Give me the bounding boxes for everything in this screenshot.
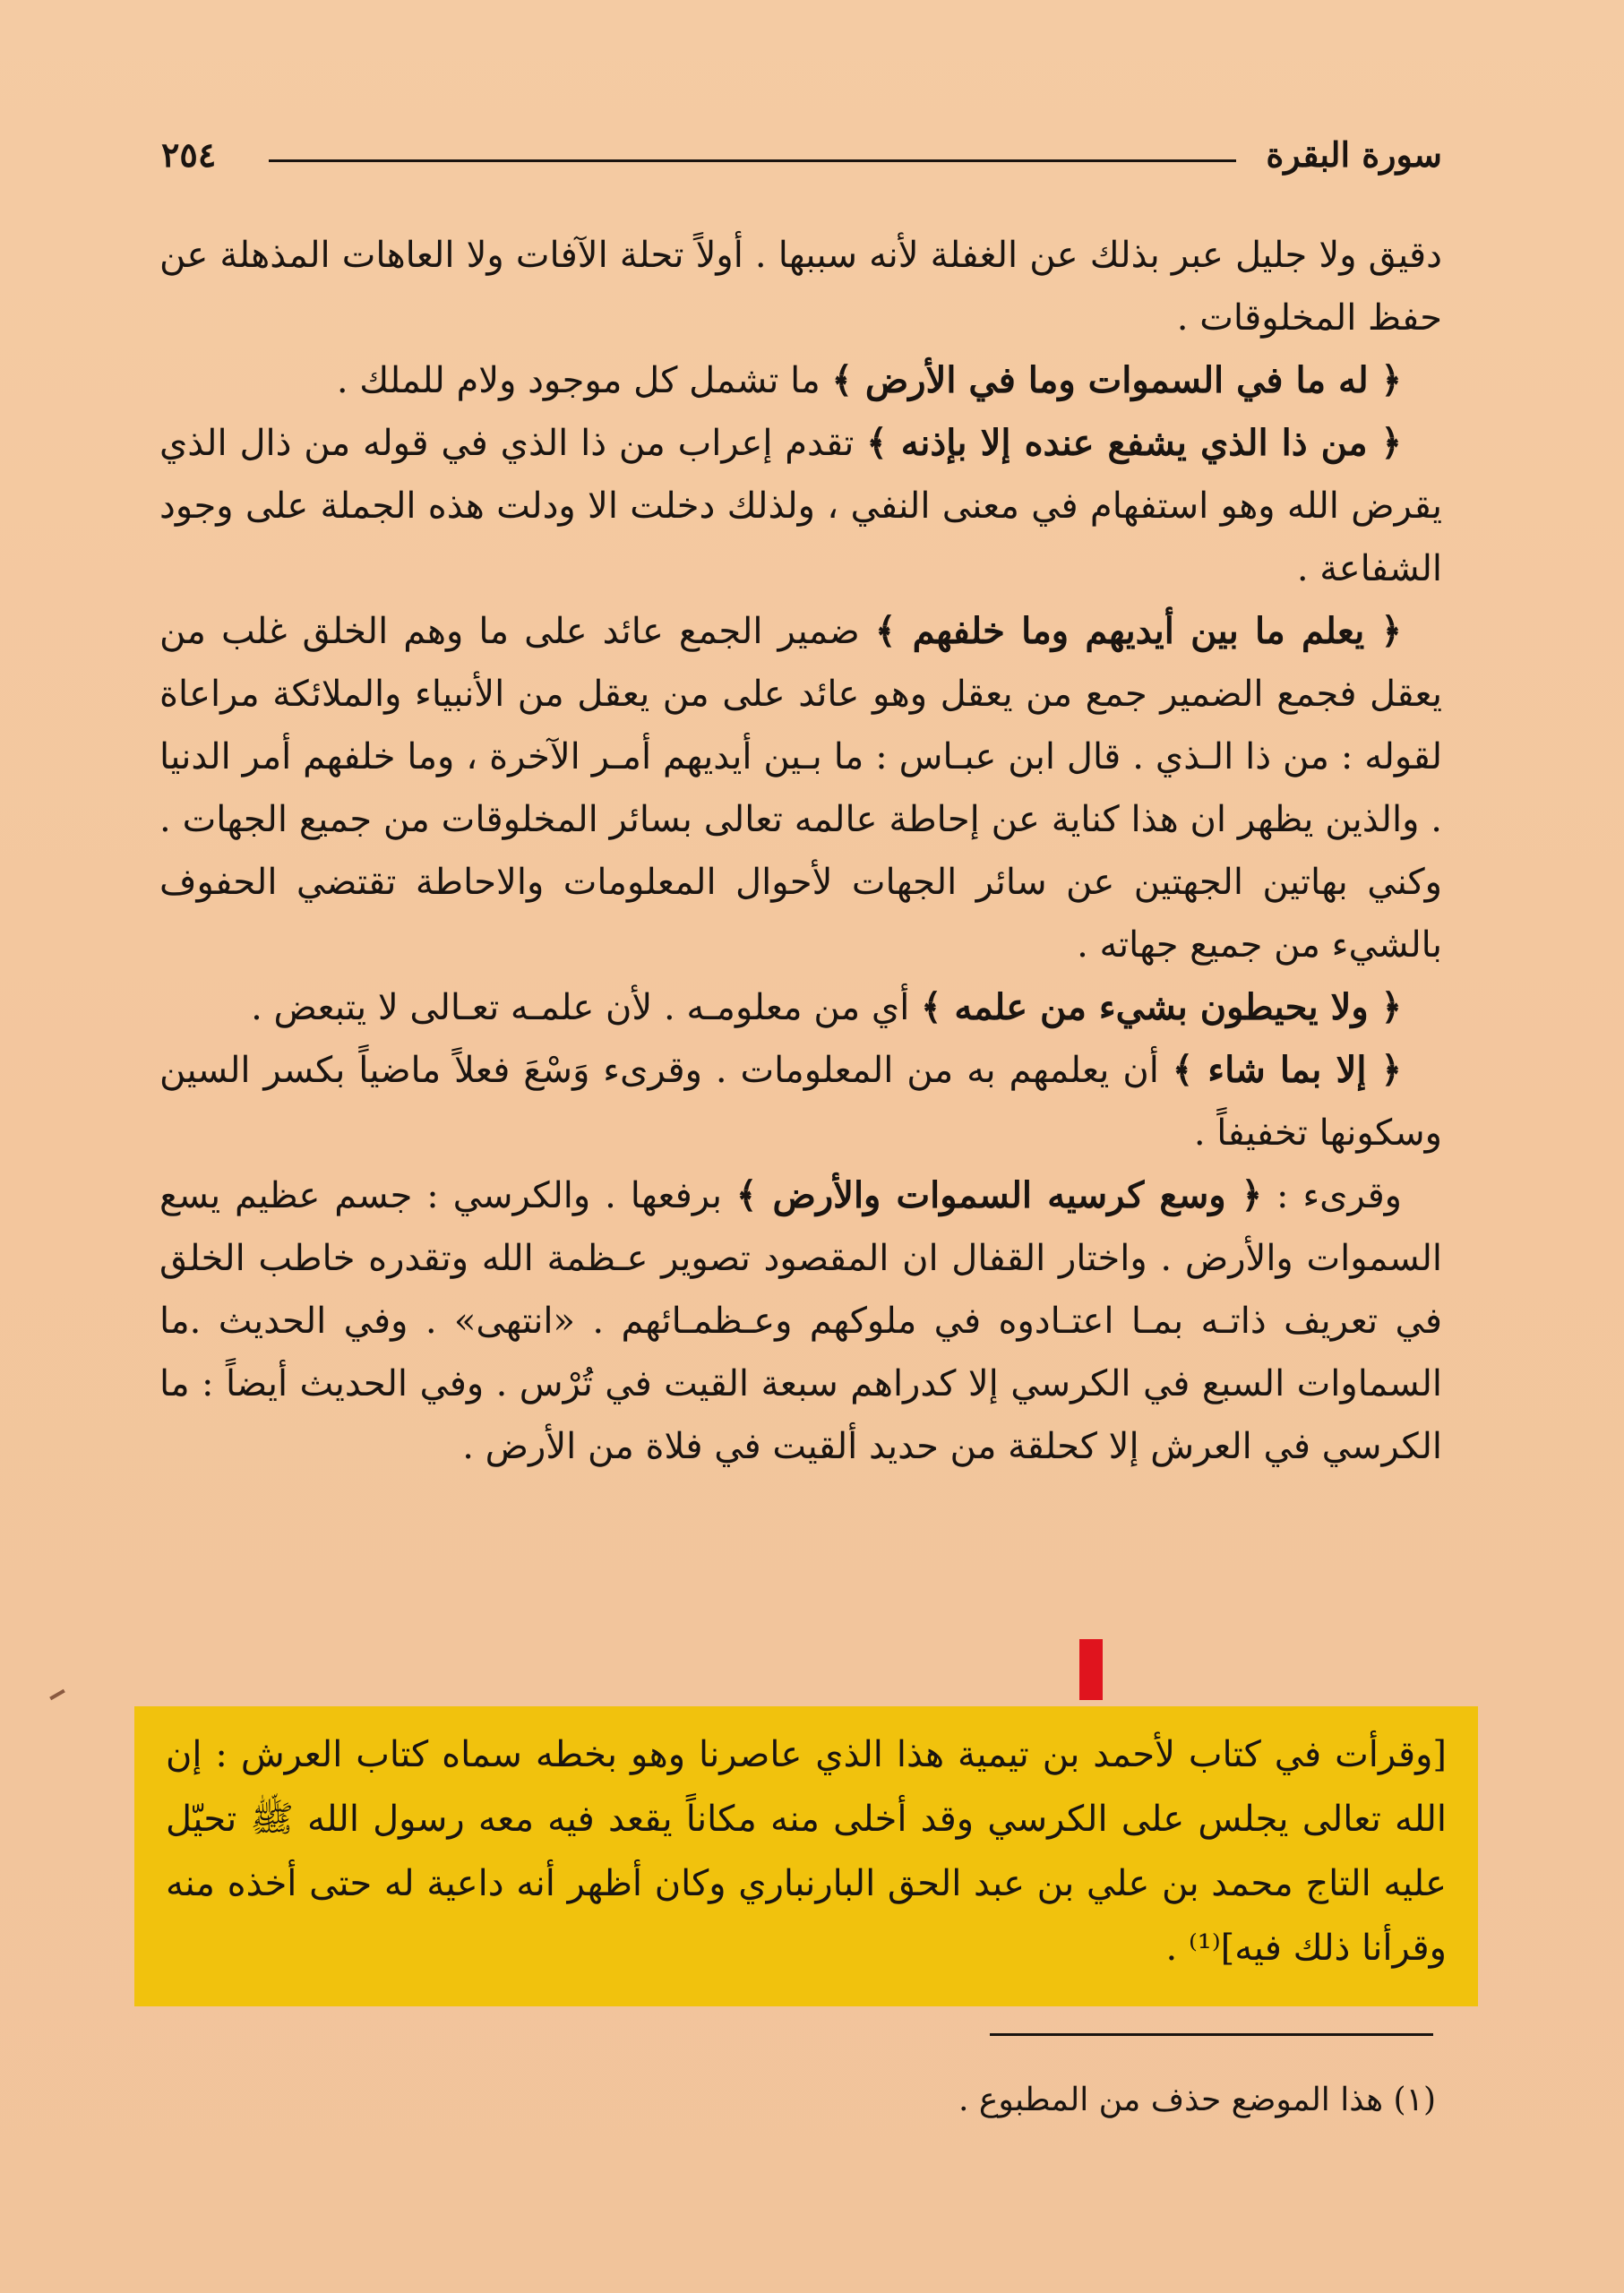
page-number: ٢٥٤: [161, 134, 217, 175]
paragraph-5: [159, 976, 1442, 1039]
paragraph-6: [159, 1039, 1442, 1164]
quran-quote: ﴿ وسع كرسيه السموات والأرض ﴾: [735, 1174, 1263, 1216]
quran-quote: ﴿ من ذا الذي يشفع عنده إلا بإذنه ﴾: [866, 422, 1402, 464]
paragraph-2: [159, 349, 1442, 412]
commentary-text: أن يعلمهم به من المعلومات . وقرىء وَسْعَ فعلاً ماضياً بكسر السين وسكونها تخفيفاً .: [159, 1050, 1442, 1154]
commentary-text: ما تشمل كل موجود ولام للملك .: [336, 360, 832, 401]
quran-quote: ﴿ له ما في السموات وما في الأرض ﴾: [831, 359, 1402, 401]
commentary-text: ضمير الجمع عائد على ما وهم الخلق غلب من يعقل فجمع الضمير جمع من يعقل وهو عائد على من يعقل من الأنبياء والملائكة مراعاة لقوله : من ذا الـذي . قال ابن عبـاس : ما بـين أيديهم أمـر الآخرة ، وما خلفهم أمر الدنيا . والذين يظهر ان هذا كناية عن إحاطة عالمه تعالى بسائر المخلوقات من جميع الجهات . وكني بهاتين الجهتين عن سائر الجهات لأحوال المعلومات والاحاطة تقتضي الحفوف بالشيء من جميع جهاته .: [159, 611, 1443, 966]
body-text: [159, 224, 1442, 1478]
commentary-text: وقرىء :: [1262, 1175, 1403, 1216]
commentary-text: برفعها . والكرسي : جسم عظيم يسع السموات والأرض . واختار القفال ان المقصود تصوير عـظمة الله وتقدره خاطب الخلق في تعريف ذاتـه بمـا اعتـادوه في ملوكهم وعـظمـائهم . «انتهى» . وفي الحديث .ما السماوات السبع في الكرسي إلا كدراهم سبعة القيت في تُرْس . وفي الحديث أيضاً : ما الكرسي في العرش إلا كحلقة من حديد ألقيت في فلاة من الأرض .: [159, 1175, 1442, 1467]
paragraph-7: [159, 1164, 1442, 1478]
quran-quote: ﴿ إلا بما شاء ﴾: [1172, 1049, 1402, 1091]
red-marker: [1079, 1639, 1103, 1700]
commentary-text: أي من معلومـه . لأن علمـه تعـالى لا يتبعض .: [251, 987, 922, 1028]
highlighted-text-block: [166, 1722, 1447, 1980]
header-rule: [269, 159, 1236, 162]
paragraph-4: [159, 600, 1442, 976]
quran-quote: ﴿ ولا يحيطون بشيء من علمه ﴾: [921, 986, 1402, 1028]
paragraph-1: [159, 224, 1442, 349]
paragraph-3: [159, 412, 1442, 600]
highlighted-passage: [134, 1706, 1478, 2006]
footnote: (١) هذا الموضع حذف من المطبوع .: [958, 2082, 1436, 2118]
paragraph-1-text: دقيق ولا جليل عبر بذلك عن الغفلة لأنه سببها . أولاً تحلة الآفات ولا العاهات المذهلة عن حفظ المخلوقات .: [159, 235, 1442, 339]
margin-tick-mark: [49, 1689, 65, 1700]
quran-quote: ﴿ يعلم ما بين أيديهم وما خلفهم ﴾: [874, 610, 1402, 652]
commentary-text: تقدم إعراب من ذا الذي في قوله من ذال الذي يقرض الله وهو استفهام في معنى النفي ، ولذلك دخلت الا ودلت هذه الجملة على وجود الشفاعة .: [159, 423, 1443, 589]
highlighted-text: [وقرأت في كتاب لأحمد بن تيمية هذا الذي عاصرنا وهو بخطه سماه كتاب العرش : إن الله تعالى يجلس على الكرسي وقد أخلى منه مكاناً يقعد فيه معه رسول الله ﷺ تحيّل عليه التاج محمد بن علي بن عبد الحق البارنباري وكان أظهر أنه داعية له حتى أخذه منه وقرأنا ذلك فيه]⁽¹⁾ .: [166, 1734, 1447, 1969]
surah-title: سورة البقرة: [1266, 134, 1442, 175]
footnote-rule: [990, 2033, 1433, 2036]
page-header: [161, 134, 1442, 188]
